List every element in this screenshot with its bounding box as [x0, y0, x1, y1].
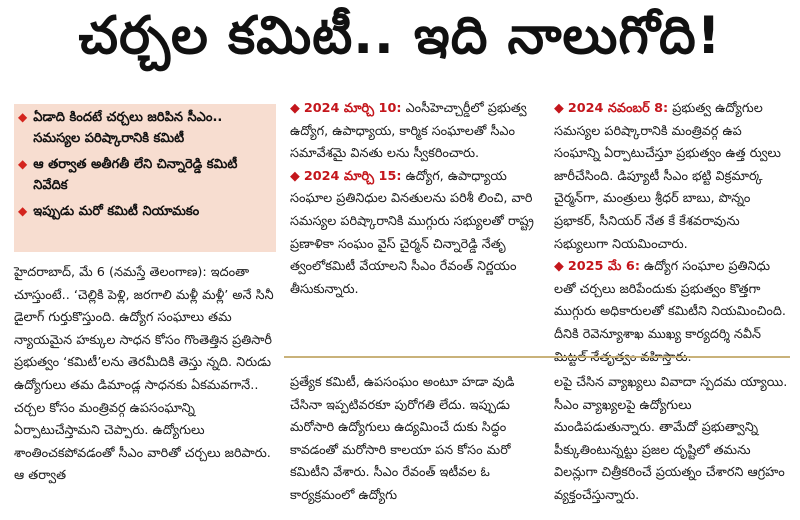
timeline-text: ఎంసీహెచ్చార్డీలో ప్రభుత్వ ఉద్యోగ, ఉపాధ్యాయ, కార్మిక సంఘాలతో సీఎం సమావేశమై వినతు లను స్వీకరించారు. — [290, 101, 527, 162]
highlight-text: ఆ తర్వాత అతీగతీ లేని చిన్నారెడ్డి కమిటీ నివేదిక — [33, 157, 238, 193]
article-body-text: లపై చేసిన వ్యాఖ్యలు వివాదా స్పదమ య్యాయి. సీఎం వ్యాఖ్యలపై ఉద్యోగులు మండిపడుతున్నారు. తామేదో ప్రభుత్వాన్ని పీక్కుతింటున్నట్టు ప్రజల దృష్టిలో తమను విలన్లుగా చిత్రీకరించే ప్రయత్నం చేశారని ఆగ్రహం వ్యక్తంచేస్తున్నారు. — [554, 375, 788, 503]
diamond-bullet-icon: ◆ — [554, 259, 564, 275]
timeline-date: 2025 మే 6: — [567, 259, 640, 275]
article-body-text: హైదరాబాద్, మే 6 (నమస్తే తెలంగాణ): ఇదంతా చూస్తుంటే.. ‘చెల్లికి పెళ్లి, జరగాలి మళ్లీ మళ్లీ’ అనే సినీ డైలాగ్ గుర్తుకొస్తుంది. ఉద్యోగ సంఘాలు తమ న్యాయమైన హక్కుల సాధన కోసం గొంతెత్తిన ప్రతిసారీ ప్రభుత్వం ‘కమిటీ’లను తెరమీదికి తెస్తు న్నది. నిరుడు ఉద్యోగులు తమ డిమాండ్ల సాధనకు ఏకమవగానే.. చర్చల కోసం మంత్రివర్గ ఉపసంఘాన్ని ఏర్పాటుచేస్తామని చెప్పారు. ఉద్యోగులు శాంతించకపోవడంతో సీఎం వారితో చర్చలు జరిపారు. ఆ తర్వాత — [14, 265, 274, 484]
timeline-entry — [290, 166, 538, 302]
timeline-entry — [554, 256, 788, 369]
highlight-item — [14, 151, 276, 198]
diamond-bullet-icon: ◆ — [18, 110, 28, 124]
diamond-bullet-icon: ◆ — [18, 204, 28, 218]
diamond-bullet-icon: ◆ — [290, 101, 300, 116]
timeline-date: 2024 మార్చి 10: — [303, 101, 402, 116]
article-column-1 — [14, 262, 276, 488]
timeline-text: ప్రభుత్వ ఉద్యోగుల సమస్యల పరిష్కారానికి మంత్రివర్గ ఉప సంఘాన్ని ఏర్పాటుచేస్తూ ప్రభుత్వం ఉత్త ర్వులు జారీచేసింది. డిప్యూటీ సీఎం భట్టి విక్రమార్క చైర్మన్‌గా, మంత్రులు శ్రీధర్ బాబు, పొన్నం ప్రభాకర్, సీనియర్ నేత కే కేశవరావును సభ్యులుగా నియమించారు. — [554, 101, 781, 252]
diamond-bullet-icon: ◆ — [18, 157, 28, 171]
timeline-date: 2024 నవంబర్ 8: — [567, 101, 669, 116]
highlight-item — [14, 104, 276, 151]
headline: చర్చల కమిటీ.. ఇది నాలుగోది! — [78, 6, 722, 66]
article-body-text: ప్రత్యేక కమిటీ, ఉపసంఘం అంటూ హడా వుడి చేసినా ఇప్పటివరకూ పురోగతి లేదు. ఇప్పుడు మరోసారి ఉద్యోగులు ఉద్యమించే దుకు సిద్ధం కావడంతో మరోసారి కాలయా పన కోసం మరో కమిటీని వేశారు. సీఎం రేవంత్ ఇటీవల ఓ కార్యక్రమంలో ఉద్యోగు — [290, 375, 515, 503]
timeline-entry — [554, 98, 788, 256]
diamond-bullet-icon: ◆ — [290, 168, 300, 184]
timeline-date: 2024 మార్చి 15: — [303, 168, 402, 184]
timeline-text: ఉద్యోగ సంఘాల ప్రతినిధు లతో చర్చలు జరిపేందుకు ప్రభుత్వం కొత్తగా ముగ్గురు అధికారులతో కమిటీని నియమించింది. దీనికి రెవెన్యూశాఖ ముఖ్య కార్యదర్శి నవీన్ — [554, 259, 786, 342]
timeline-column-2 — [554, 98, 788, 369]
highlight-text: ఏడాది కిందటే చర్చలు జరిపిన సీఎం.. సమస్యల పరిష్కారానికి కమిటీ — [33, 110, 223, 146]
highlight-item — [14, 198, 276, 224]
timeline-column-1 — [290, 98, 538, 301]
section-divider — [284, 356, 790, 358]
timeline-text: ఉద్యోగ, ఉపాధ్యాయ సంఘాల ప్రతినిధుల వినతులను పరిశీ లించి, వారి సమస్యల పరిష్కారానికి ముగ్గురు సభ్యులతో రాష్ట్ర ప్రణాళికా సంఘం వైస్ చైర్మన్ చిన్నారెడ్డి నేతృ త్వంలోకమిటీ వేయాలని సీఎం రేవంత్ నిర్ణయం తీసుకున్నారు. — [290, 168, 534, 297]
timeline-entry — [290, 98, 538, 166]
highlight-text: ఇప్పుడు మరో కమిటీ నియామకం — [33, 204, 200, 219]
diamond-bullet-icon: ◆ — [554, 101, 564, 116]
article-column-2 — [290, 372, 538, 508]
highlights-box — [14, 104, 276, 252]
article-column-3 — [554, 372, 788, 508]
